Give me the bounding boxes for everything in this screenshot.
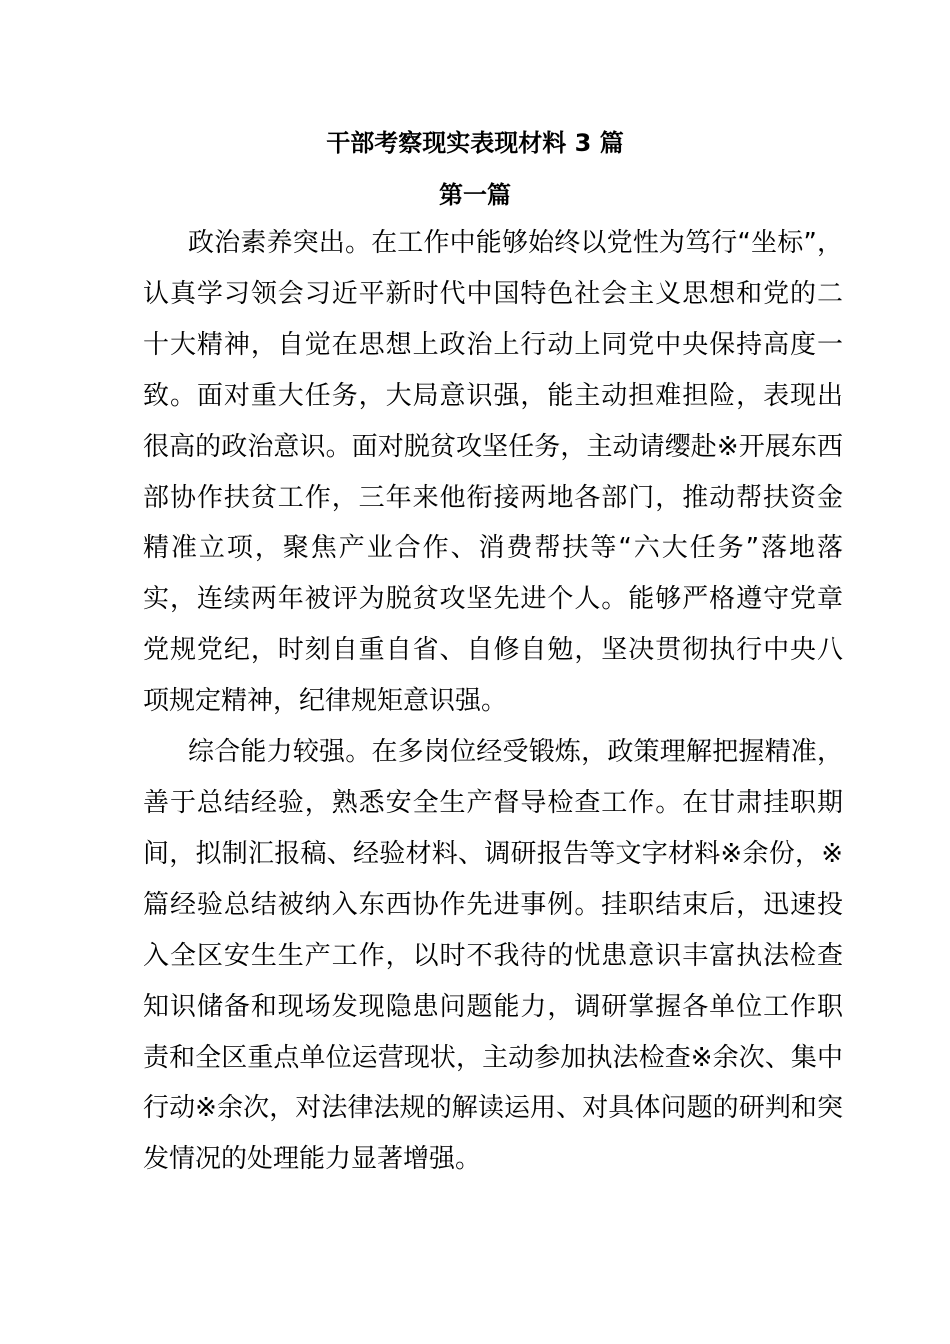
document-subtitle: 第一篇	[439, 181, 511, 209]
paragraph-comprehensive-ability: 综合能力较强。在多岗位经受锻炼，政策理解把握精准，善于总结经验，熟悉安全生产督导检查工作。在甘肃挂职期间，拟制汇报稿、经验材料、调研报告等文字材料※余份，※篇经验总结被纳入东西协作先进事例。挂职结束后，迅速投入全区安生生产工作，以时不我待的忧患意识丰富执法检查知识储备和现场发现隐患问题能力，调研掌握各单位工作职责和全区重点单位运营现状，主动参加执法检查※余次、集中行动※余次，对法律法规的解读运用、对具体问题的研判和突发情况的处理能力显著增强。	[143, 737, 843, 1175]
paragraph-political-quality: 政治素养突出。在工作中能够始终以党性为笃行“坐标”，认真学习领会习近平新时代中国特色社会主义思想和党的二十大精神，自觉在思想上政治上行动上同党中央保持高度一致。面对重大任务，大局意识强，能主动担难担险，表现出很高的政治意识。面对脱贫攻坚任务，主动请缨赴※开展东西部协作扶贫工作，三年来他衔接两地各部门，推动帮扶资金精准立项，聚焦产业合作、消费帮扶等“六大任务”落地落实，连续两年被评为脱贫攻坚先进个人。能够严格遵守党章党规党纪，时刻自重自省、自修自勉，坚决贯彻执行中央八项规定精神，纪律规矩意识强。	[143, 228, 843, 717]
document-body	[143, 218, 843, 1185]
document-title: 干部考察现实表现材料 3 篇	[326, 129, 624, 157]
